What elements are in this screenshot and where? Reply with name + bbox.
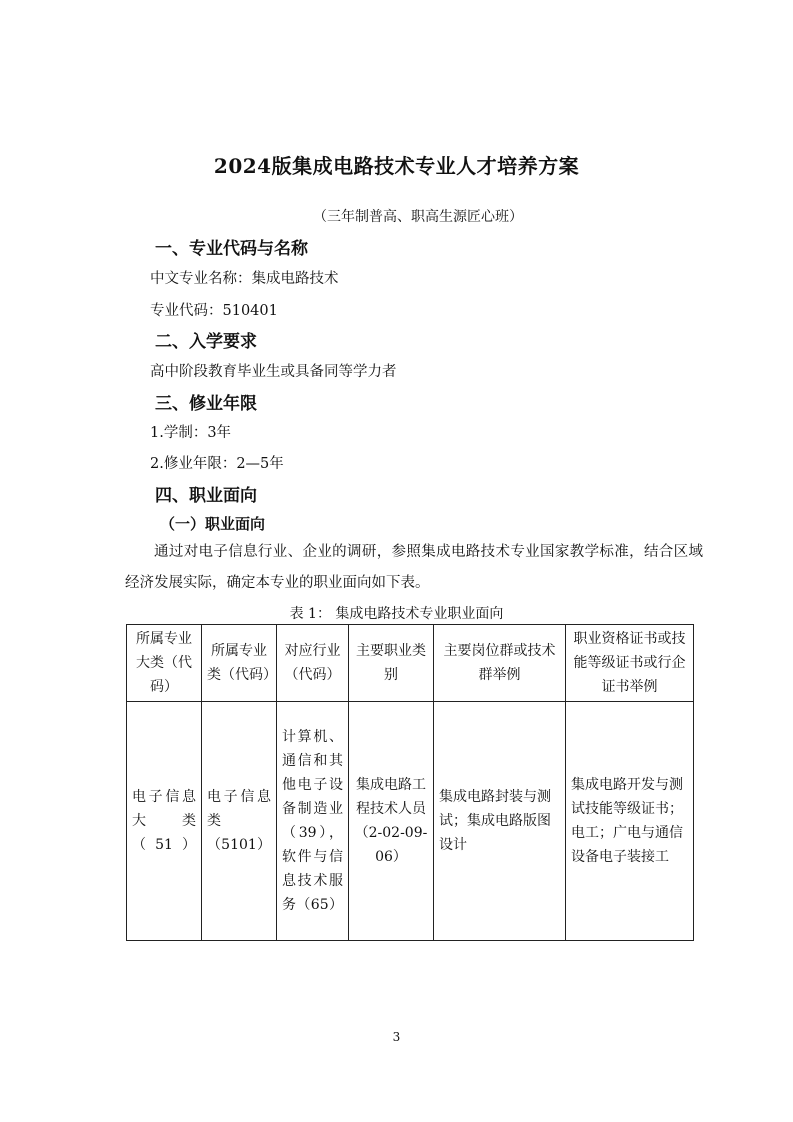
header-major-class: 所属专业类（代码） xyxy=(202,625,277,702)
header-job-group: 主要岗位群或技术群举例 xyxy=(434,625,566,702)
major-code-line: 专业代码：510401 xyxy=(150,303,278,319)
document-title: 2024版集成电路技术专业人才培养方案 xyxy=(213,154,580,178)
study-duration-line: 2.修业年限：2—5年 xyxy=(150,456,284,472)
occupation-paragraph: 通过对电子信息行业、企业的调研，参照集成电路技术专业国家教学标准，结合区域经济发展实际，确定本专业的职业面向如下表。 xyxy=(125,544,703,591)
subsection-heading-occupation: （一）职业面向 xyxy=(160,515,266,533)
occupation-table xyxy=(126,624,694,941)
cell-occupation-category: 集成电路工程技术人员（2-02-09-06） xyxy=(349,702,434,941)
section-heading-major-code: 一、专业代码与名称 xyxy=(155,239,308,259)
table-caption: 表 1： 集成电路技术专业职业面向 xyxy=(289,606,504,622)
table-row xyxy=(127,702,694,941)
header-industry: 对应行业（代码） xyxy=(277,625,349,702)
admission-line: 高中阶段教育毕业生或具备同等学力者 xyxy=(150,364,397,380)
cell-major-category: 电子信息大类（51） xyxy=(127,702,202,941)
schooling-system-line: 1.学制：3年 xyxy=(150,425,232,441)
header-certificates: 职业资格证书或技能等级证书或行企证书举例 xyxy=(566,625,694,702)
section-heading-admission: 二、入学要求 xyxy=(155,332,257,352)
document-subtitle: （三年制普高、职高生源匠心班） xyxy=(313,209,523,225)
header-major-category: 所属专业大类（代码） xyxy=(127,625,202,702)
cell-certificates: 集成电路开发与测试技能等级证书；电工；广电与通信设备电子装接工 xyxy=(566,702,694,941)
section-heading-duration: 三、修业年限 xyxy=(155,394,257,414)
cell-industry: 计算机、通信和其他电子设备制造业（39），软件与信息技术服务（65） xyxy=(277,702,349,941)
cell-job-group: 集成电路封装与测试；集成电路版图设计 xyxy=(434,702,566,941)
major-name-line: 中文专业名称：集成电路技术 xyxy=(150,271,339,287)
header-occupation-category: 主要职业类别 xyxy=(349,625,434,702)
table-header-row xyxy=(127,625,694,702)
page-number: 3 xyxy=(392,1030,401,1044)
section-heading-occupation: 四、职业面向 xyxy=(155,486,257,506)
cell-major-class: 电子信息类（5101） xyxy=(202,702,277,941)
